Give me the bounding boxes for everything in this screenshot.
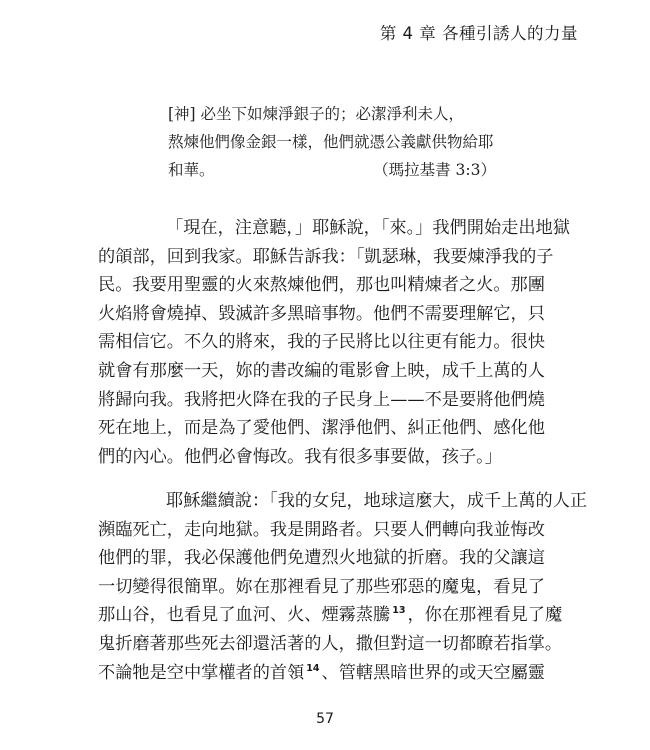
epigraph-line-text: 和華。 bbox=[168, 161, 215, 179]
text-line: 死在地上，而是為了愛他們、潔淨他們、糾正他們、感化他 bbox=[98, 418, 545, 439]
text-line-with-footnote bbox=[98, 601, 563, 630]
epigraph-reference: （瑪拉基書 3:3） bbox=[373, 161, 496, 179]
footnote-marker-14[interactable]: 14 bbox=[306, 662, 320, 674]
text-line: 需相信它。不久的將來，我的子民將比以往更有能力。很快 bbox=[98, 332, 545, 353]
text-line: 的頜部，回到我家。耶穌告訴我：「凱瑟琳，我要煉淨我的子 bbox=[98, 246, 554, 267]
text-line: 瀕臨死亡，走向地獄。我是開路者。只要人們轉向我並悔改 bbox=[98, 519, 545, 540]
paragraph-2 bbox=[98, 487, 588, 687]
text-line: 火焰將會燒掉、毀滅許多黑暗事物。他們不需要理解它，只 bbox=[98, 303, 545, 324]
text-segment: ，你在那裡看見了魔 bbox=[407, 605, 563, 626]
epigraph-line: [神] 必坐下如煉淨銀子的；必潔淨利未人， bbox=[168, 105, 465, 123]
footnote-marker-13[interactable]: 13 bbox=[392, 605, 406, 617]
text-line-with-footnote bbox=[98, 659, 545, 688]
text-line: 一切變得很簡單。妳在那裡看見了那些邪惡的魔鬼，看見了 bbox=[98, 576, 545, 597]
text-line: 就會有那麼一天，妳的書改編的電影會上映，成千上萬的人 bbox=[98, 360, 545, 381]
page-number: 57 bbox=[316, 711, 334, 727]
text-segment: 、管轄黑暗世界的或天空屬靈 bbox=[321, 662, 545, 683]
text-line: 他們的罪，我必保護他們免遭烈火地獄的折磨。我的父讓這 bbox=[98, 548, 545, 569]
text-line: 鬼折磨著那些死去卻還活著的人，撒但對這一切都瞭若指掌。 bbox=[98, 633, 563, 654]
running-header bbox=[380, 20, 578, 44]
text-line: 耶穌繼續說：「我的女兒，地球這麼大，成千上萬的人正 bbox=[166, 491, 588, 511]
text-segment: 那山谷，也看見了血河、火、煙霧蒸騰 bbox=[98, 605, 391, 626]
text-line: 們的內心。他們必會悔改。我有很多事要做，孩子。」 bbox=[98, 446, 502, 467]
chapter-title: 第 4 章 各種引誘人的力量 bbox=[379, 24, 578, 43]
epigraph-line: 熬煉他們像金銀一樣，他們就憑公義獻供物給耶 bbox=[168, 133, 494, 151]
epigraph-line-last bbox=[168, 156, 508, 184]
text-line: 民。我要用聖靈的火來熬煉他們，那也叫精煉者之火。那團 bbox=[98, 275, 545, 296]
text-line: 「現在，注意聽，」耶穌說，「來。」我們開始走出地獄 bbox=[166, 218, 570, 238]
text-line: 將歸向我。我將把火降在我的子民身上——不是要將他們燒 bbox=[98, 389, 545, 410]
paragraph-1 bbox=[98, 214, 570, 471]
epigraph-quote bbox=[168, 100, 508, 184]
text-segment: 不論牠是空中掌權者的首領 bbox=[98, 662, 305, 683]
